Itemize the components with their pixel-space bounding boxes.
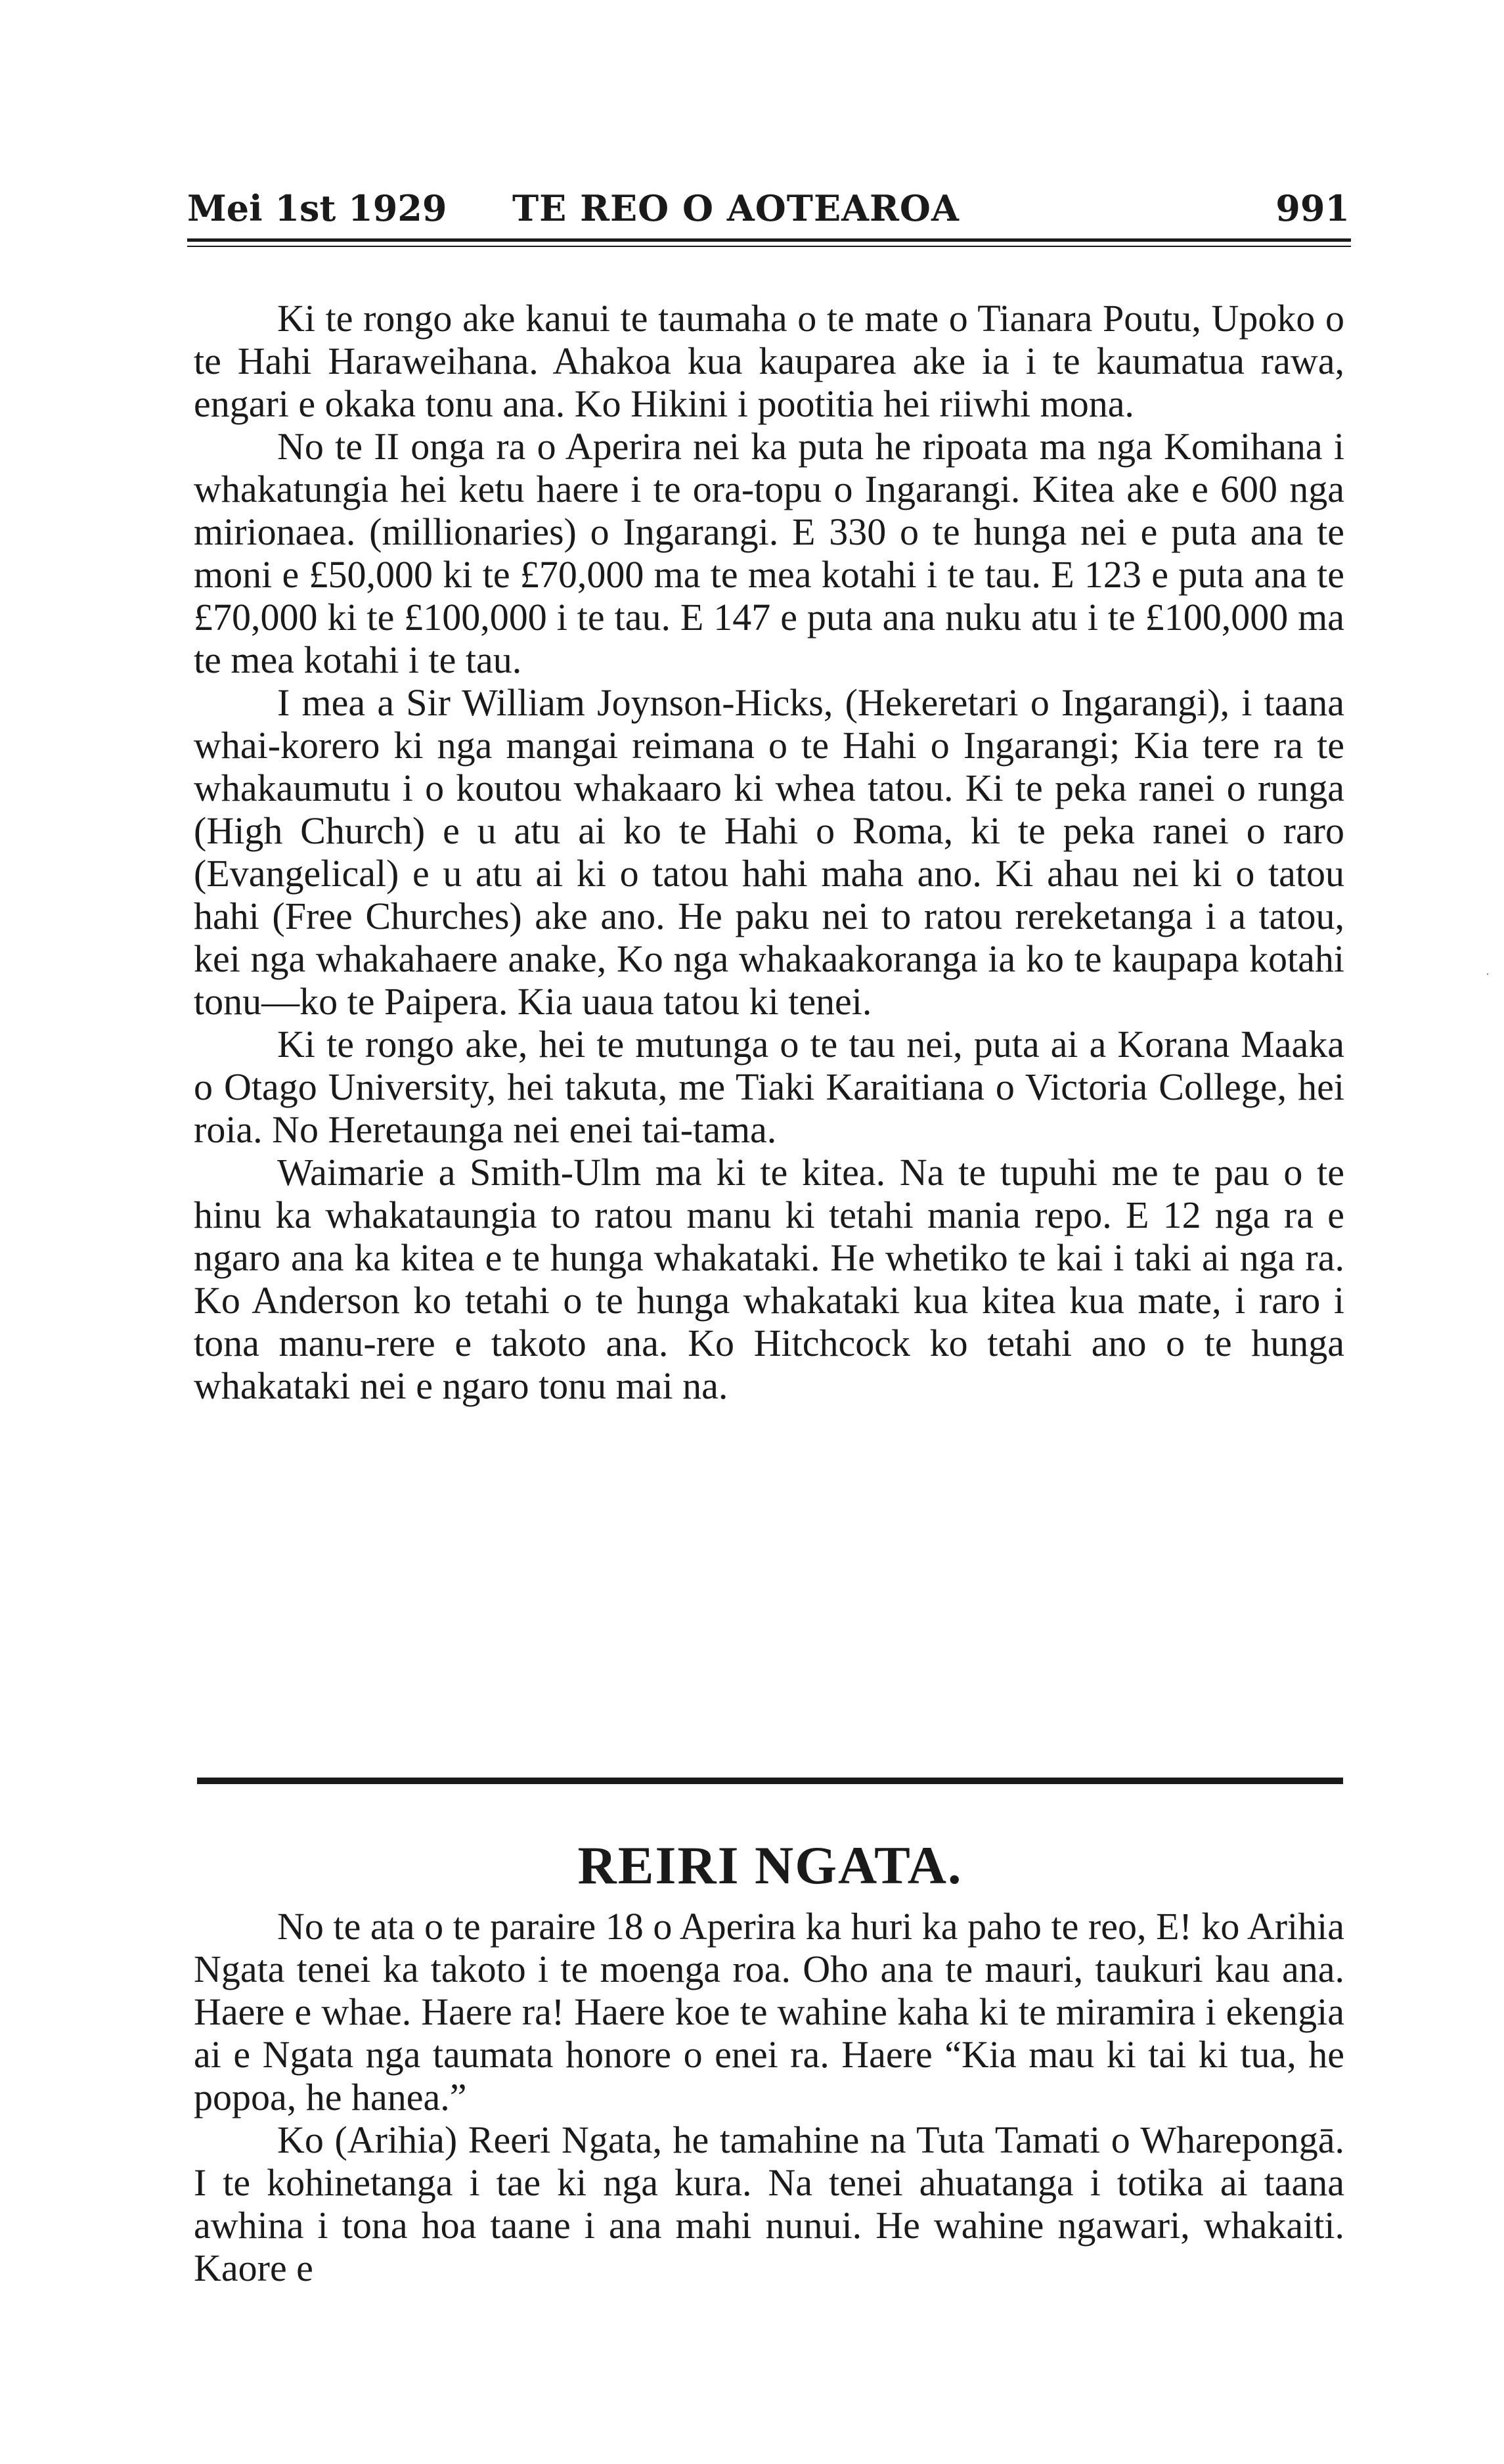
obituary-paragraph-1: No te ata o te paraire 18 o Aperira ka huri ka paho te reo, E! ko Arihia Ngata tenei ka takoto i te moenga roa. Oho ana te mauri, taukuri kau ana. Haere e whae. Haere ra! Haere koe te wahine kaha ki te miramira i ekengia ai e Ngata nga taumata honore o enei ra. Haere “Kia mau ki tai ki tua, he popoa, he hanea.” <box>194 1905 1344 2118</box>
news-paragraph-general-booth: Ki te rongo ake kanui te taumaha o te mate o Tianara Poutu, Upoko o te Hahi Haraweihana. Ahakoa kua kauparea ake ia i te kaumatua rawa, engari e okaka tonu ana. Ko Hikini i pootitia hei riiwhi mona. <box>194 297 1344 425</box>
news-paragraph-smith-ulm: Waimarie a Smith-Ulm ma ki te kitea. Na te tupuhi me te pau o te hinu ka whakataungia to ratou manu ki tetahi mania repo. E 12 nga ra e ngaro ana ka kitea e te hunga whakataki. He whetiko te kai i taki ai nga ra. Ko Anderson ko tetahi o te hunga whakataki kua kitea kua mate, i raro i tona manu-rere e takoto ana. Ko Hitchcock ko tetahi ano o te hunga whakataki nei e ngaro tonu mai na. <box>194 1151 1344 1407</box>
news-paragraph-joynson-hicks: I mea a Sir William Joynson-Hicks, (Hekeretari o Ingarangi), i taana whai-korero ki nga mangai reimana o te Hahi o Ingarangi; Kia tere ra te whakaumutu i o koutou whakaaro ki whea tatou. Ki te peka ranei o runga (High Church) e u atu ai ko te Hahi o Roma, ki te peka ranei o raro (Evangelical) e u atu ai ki o tatou hahi maha ano. Ki ahau nei ki o tatou hahi (Free Churches) ake ano. He paku nei to ratou rereketanga i a tatou, kei nga whakahaere anake, Ko nga whakaakoranga ia ko te kaupapa kotahi tonu—ko te Paipera. Kia uaua tatou ki tenei. <box>194 681 1344 1023</box>
news-paragraph-millionaires: No te II onga ra o Aperira nei ka puta he ripoata ma nga Komihana i whakatungia hei ketu haere i te ora-topu o Ingarangi. Kitea ake e 600 nga mirionaea. (millionaries) o Ingarangi. E 330 o te hunga nei e puta ana te moni e £50,000 ki te £70,000 ma te mea kotahi i te tau. E 123 e puta ana te £70,000 ki te £100,000 i te tau. E 147 e puta ana nuku atu i te £100,000 ma te mea kotahi i te tau. <box>194 425 1344 681</box>
news-paragraph-graduates: Ki te rongo ake, hei te mutunga o te tau nei, puta ai a Korana Maaka o Otago University, hei takuta, me Tiaki Karaitiana o Victoria College, hei roia. No Heretaunga nei enei tai-tama. <box>194 1023 1344 1151</box>
margin-mark: ˙ <box>1484 971 1491 987</box>
header-rule-thin <box>187 246 1351 247</box>
section-divider-rule <box>197 1778 1343 1784</box>
page-number: 991 <box>1275 187 1350 229</box>
header-title: TE REO O AOTEAROA <box>512 187 960 229</box>
running-header <box>187 185 1356 231</box>
header-rule-thick <box>187 238 1351 242</box>
obituary-column <box>194 1905 1344 2289</box>
section-title: REIRI NGATA. <box>577 1835 963 1895</box>
news-column <box>194 297 1344 1407</box>
header-date: Mei 1st 1929 <box>187 187 447 229</box>
obituary-paragraph-2: Ko (Arihia) Reeri Ngata, he tamahine na Tuta Tamati o Wharepongā. I te kohinetanga i tae ki nga kura. Na tenei ahuatanga i totika ai taana awhina i tona hoa taane i ana mahi nunui. He wahine ngawari, whakaiti. Kaore e <box>194 2118 1344 2289</box>
